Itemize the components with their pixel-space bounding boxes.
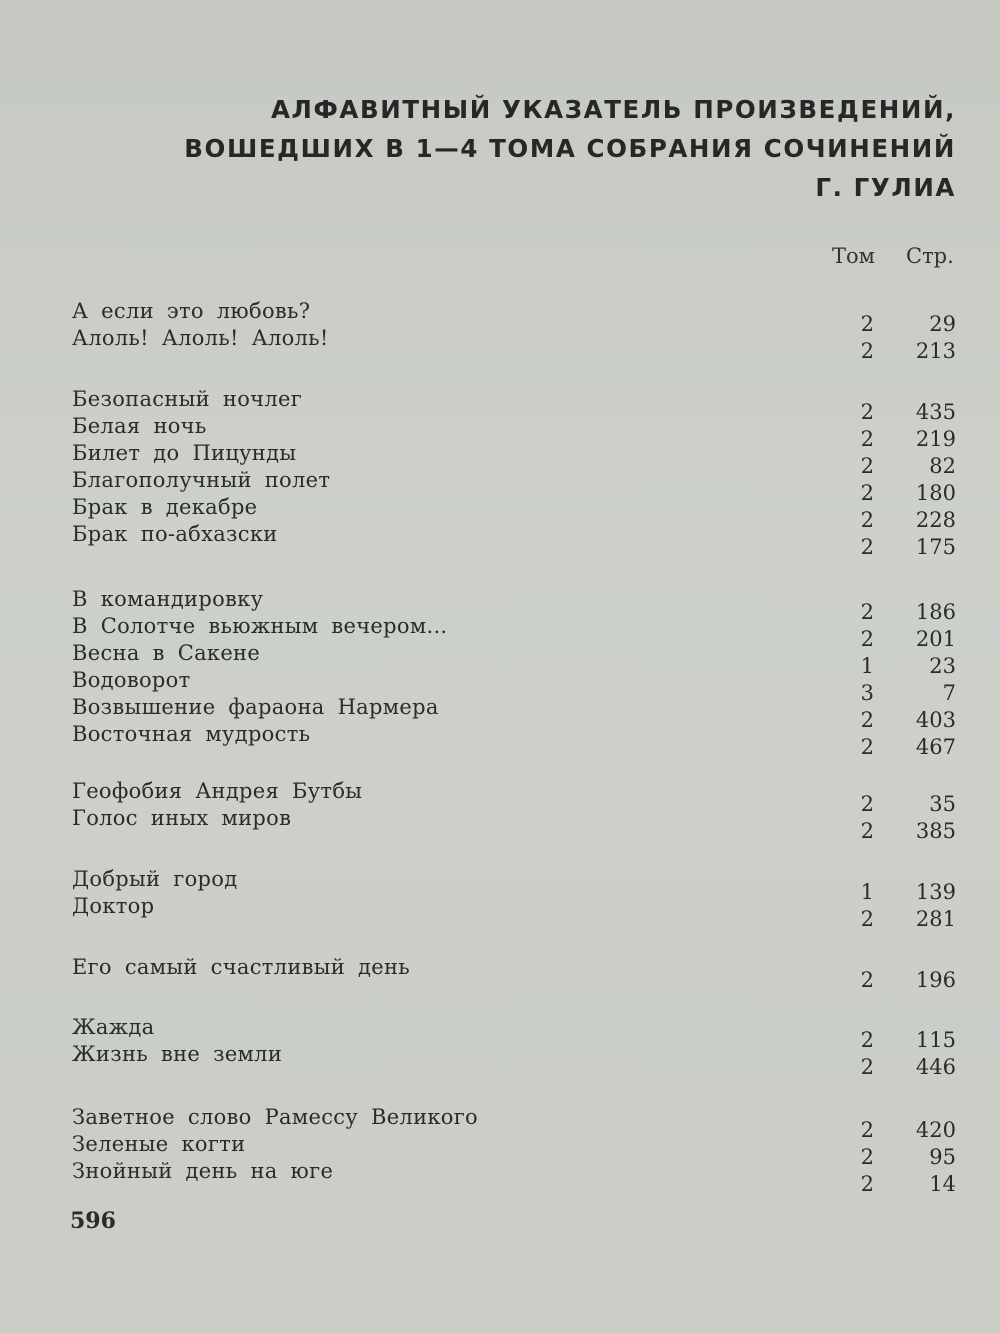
entry-page: 139 xyxy=(915,880,956,904)
entry-title: Геофобия Андрея Бутбы xyxy=(72,779,363,803)
entry-volume: 2 xyxy=(860,312,874,336)
entry-page: 14 xyxy=(929,1172,956,1196)
entry-title: Алоль! Алоль! Алоль! xyxy=(72,326,329,350)
entry-volume: 2 xyxy=(860,535,874,559)
entry-volume: 2 xyxy=(860,427,874,451)
entry-page: 82 xyxy=(929,454,956,478)
entry-title: Знойный день на юге xyxy=(72,1159,334,1183)
index-entry xyxy=(72,1014,956,1052)
column-header-page: Стр. xyxy=(906,244,954,268)
entry-title: Доктор xyxy=(72,894,155,918)
entry-page: 385 xyxy=(915,819,956,843)
entry-title: Голос иных миров xyxy=(72,806,292,830)
index-group xyxy=(72,778,956,843)
entry-volume: 2 xyxy=(860,508,874,532)
entry-volume: 2 xyxy=(860,339,874,363)
entry-volume: 2 xyxy=(860,1055,874,1079)
entry-title: Билет до Пицунды xyxy=(72,441,297,465)
entry-volume: 2 xyxy=(860,600,874,624)
index-group xyxy=(72,386,956,559)
entry-title: Добрый город xyxy=(72,867,238,891)
entry-volume: 2 xyxy=(860,481,874,505)
column-header-volume: Том xyxy=(832,244,875,268)
index-group xyxy=(72,1014,956,1079)
entry-title: Восточная мудрость xyxy=(72,722,311,746)
entry-volume: 2 xyxy=(860,735,874,759)
index-entry xyxy=(72,866,956,904)
entry-volume: 2 xyxy=(860,1172,874,1196)
entry-page: 281 xyxy=(915,907,956,931)
index-entry xyxy=(72,325,956,363)
index-entry xyxy=(72,805,956,843)
entry-page: 467 xyxy=(915,735,956,759)
entry-title: Жажда xyxy=(72,1015,155,1039)
entry-title: Зеленые когти xyxy=(72,1132,246,1156)
heading-line-1: АЛФАВИТНЫЙ УКАЗАТЕЛЬ ПРОИЗВЕДЕНИЙ, xyxy=(270,95,956,124)
index-group xyxy=(72,298,956,363)
entry-volume: 2 xyxy=(860,708,874,732)
entry-title: В Солотче вьюжным вечером... xyxy=(72,614,448,638)
entry-volume: 2 xyxy=(860,907,874,931)
index-entry xyxy=(72,613,956,651)
entry-page: 7 xyxy=(942,681,956,705)
entry-volume: 1 xyxy=(860,654,874,678)
index-entry xyxy=(72,1158,956,1196)
index-entry xyxy=(72,494,956,532)
index-entry xyxy=(72,467,956,505)
entry-page: 213 xyxy=(915,339,956,363)
index-entry xyxy=(72,721,956,759)
entry-page: 446 xyxy=(915,1055,956,1079)
entry-page: 403 xyxy=(915,708,956,732)
entry-page: 115 xyxy=(915,1028,956,1052)
entry-page: 23 xyxy=(929,654,956,678)
entry-volume: 2 xyxy=(860,968,874,992)
index-entry xyxy=(72,694,956,732)
index-group xyxy=(72,954,956,992)
entry-title: Благополучный полет xyxy=(72,468,331,492)
entry-volume: 2 xyxy=(860,1028,874,1052)
entry-volume: 2 xyxy=(860,819,874,843)
entry-volume: 1 xyxy=(860,880,874,904)
entry-title: Заветное слово Рамессу Великого xyxy=(72,1105,478,1129)
entry-page: 228 xyxy=(915,508,956,532)
heading-line-2: ВОШЕДШИХ В 1—4 ТОМА СОБРАНИЯ СОЧИНЕНИЙ xyxy=(184,134,956,163)
entry-page: 196 xyxy=(915,968,956,992)
entry-title: Весна в Сакене xyxy=(72,641,261,665)
entry-title: Возвышение фараона Нармера xyxy=(72,695,439,719)
entry-page: 175 xyxy=(915,535,956,559)
entry-page: 201 xyxy=(915,627,956,651)
entry-title: Жизнь вне земли xyxy=(72,1042,283,1066)
index-entry xyxy=(72,954,956,992)
index-group xyxy=(72,866,956,931)
entry-page: 420 xyxy=(915,1118,956,1142)
entry-page: 35 xyxy=(929,792,956,816)
index-heading xyxy=(184,90,956,207)
entry-title: Белая ночь xyxy=(72,414,207,438)
index-entry xyxy=(72,1131,956,1169)
entry-volume: 2 xyxy=(860,1118,874,1142)
index-entry xyxy=(72,386,956,424)
index-entry xyxy=(72,893,956,931)
entry-volume: 2 xyxy=(860,400,874,424)
index-entry xyxy=(72,440,956,478)
entry-page: 219 xyxy=(915,427,956,451)
index-entry xyxy=(72,1104,956,1142)
index-entry xyxy=(72,298,956,336)
entry-page: 29 xyxy=(929,312,956,336)
entry-title: Водоворот xyxy=(72,668,191,692)
entry-page: 435 xyxy=(915,400,956,424)
entry-title: А если это любовь? xyxy=(72,299,311,323)
index-entry xyxy=(72,521,956,559)
entry-page: 180 xyxy=(915,481,956,505)
entry-volume: 2 xyxy=(860,1145,874,1169)
index-entry xyxy=(72,413,956,451)
index-group xyxy=(72,1104,956,1196)
index-entry xyxy=(72,778,956,816)
entry-page: 186 xyxy=(915,600,956,624)
entry-title: Его самый счастливый день xyxy=(72,955,411,979)
entry-title: Брак по-абхазски xyxy=(72,522,278,546)
page-number: 596 xyxy=(70,1208,116,1234)
index-entry xyxy=(72,586,956,624)
entry-title: Брак в декабре xyxy=(72,495,258,519)
entry-title: Безопасный ночлег xyxy=(72,387,303,411)
entry-volume: 2 xyxy=(860,792,874,816)
entry-volume: 2 xyxy=(860,627,874,651)
entry-volume: 3 xyxy=(860,681,874,705)
entry-title: В командировку xyxy=(72,587,264,611)
index-entry xyxy=(72,667,956,705)
entry-volume: 2 xyxy=(860,454,874,478)
index-group xyxy=(72,586,956,759)
heading-line-3: Г. ГУЛИА xyxy=(815,173,956,202)
index-entry xyxy=(72,640,956,678)
entry-page: 95 xyxy=(929,1145,956,1169)
index-entry xyxy=(72,1041,956,1079)
